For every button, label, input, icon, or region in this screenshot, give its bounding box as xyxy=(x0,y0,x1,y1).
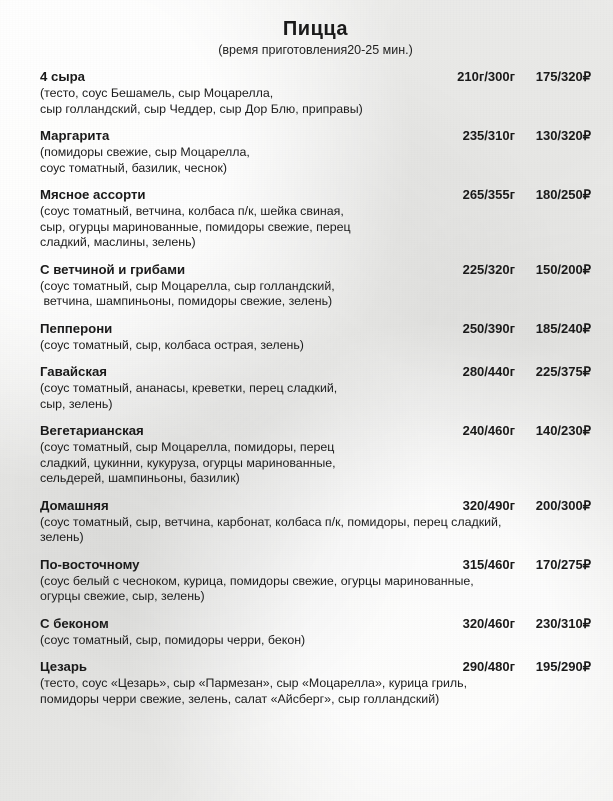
menu-item-description-line: зелень) xyxy=(40,530,84,544)
menu-item xyxy=(40,262,591,310)
menu-item-description xyxy=(40,676,470,707)
menu-item xyxy=(40,498,591,546)
menu-item-price: 230/310₽ xyxy=(535,615,591,631)
menu-item-description-line: сладкий, маслины, зелень) xyxy=(40,235,196,249)
menu-item-weight: 235/310г xyxy=(462,128,515,143)
menu-item-header xyxy=(40,262,591,278)
menu-item-price: 130/320₽ xyxy=(535,128,591,143)
menu-item-description xyxy=(40,338,470,354)
menu-item-name: Маргарита xyxy=(40,128,110,143)
menu-item-description xyxy=(40,204,470,251)
page-subtitle: (время приготовления20-25 мин.) xyxy=(218,43,413,57)
menu-item-name: Цезарь xyxy=(40,659,88,674)
menu-item-description xyxy=(40,573,474,605)
menu-item-price: 195/290₽ xyxy=(535,659,591,674)
menu-item-description-line: ветчина, шампиньоны, помидоры свежие, зелень) xyxy=(40,294,333,308)
menu-item-description xyxy=(40,279,470,310)
menu-item-header xyxy=(40,69,591,85)
menu-item-header xyxy=(40,364,591,380)
menu-item-name: Пепперони xyxy=(40,320,113,336)
menu-item-weight: 320/490г xyxy=(462,497,515,513)
menu-item-description xyxy=(40,514,502,546)
menu-item-name: Мясное ассорти xyxy=(40,187,146,202)
menu-item xyxy=(40,128,591,176)
menu-item-description-line: сыр, огурцы маринованные, помидоры свежие, перец xyxy=(40,219,351,234)
menu-item-header xyxy=(40,557,591,573)
menu-item-weight: 315/460г xyxy=(462,556,515,572)
menu-item xyxy=(40,364,591,412)
menu-item-name: Гавайская xyxy=(40,364,107,379)
menu-item-header xyxy=(40,128,591,144)
menu-item-description-line: (тесто, соус Бешамель, сыр Моцарелла, xyxy=(40,86,274,100)
menu-item-weight: 320/460г xyxy=(462,615,515,631)
menu-item-header xyxy=(40,659,591,675)
menu-item-weight: 265/355г xyxy=(462,187,515,202)
menu-item-description xyxy=(40,440,470,487)
menu-item xyxy=(40,423,591,487)
menu-item-weight: 240/460г xyxy=(462,423,515,438)
menu-item-header xyxy=(40,616,591,632)
menu-item-description-line: (соус томатный, сыр, колбаса острая, зелень) xyxy=(40,337,304,352)
menu-item-description-line: огурцы свежие, сыр, зелень) xyxy=(40,589,205,603)
menu-item-name: С ветчиной и грибами xyxy=(40,261,186,277)
menu-item-price: 150/200₽ xyxy=(535,261,591,277)
menu-item xyxy=(40,187,591,251)
menu-item-header xyxy=(40,187,591,203)
menu-item-description-line: (помидоры свежие, сыр Моцарелла, xyxy=(40,145,250,159)
menu-item-weight: 290/480г xyxy=(462,659,515,674)
menu-item-name: Вегетарианская xyxy=(40,423,144,438)
menu-item-price: 180/250₽ xyxy=(535,187,591,202)
menu-item-price: 175/320₽ xyxy=(535,69,591,84)
menu-item xyxy=(40,616,591,649)
menu-item-weight: 280/440г xyxy=(462,364,515,379)
menu-item-description-line: сыр голландский, сыр Чеддер, сыр Дор Блю, приправы) xyxy=(40,101,363,116)
menu-item-description-line: сладкий, цукинни, кукуруза, огурцы маринованные, xyxy=(40,455,336,470)
menu-item-description-line: (соус томатный, сыр Моцарелла, помидоры, перец xyxy=(40,440,335,454)
menu-item-price: 185/240₽ xyxy=(535,320,591,336)
menu-item-weight: 250/390г xyxy=(462,320,515,336)
menu-item-header xyxy=(40,423,591,439)
menu-item-description xyxy=(40,633,470,649)
menu-item-price: 200/300₽ xyxy=(535,497,591,513)
menu-item xyxy=(40,557,591,605)
page-title: Пицца xyxy=(282,18,349,40)
menu-item-description xyxy=(40,145,470,176)
menu-item-weight: 225/320г xyxy=(462,261,515,277)
menu-item-header xyxy=(40,321,591,337)
menu-item xyxy=(40,321,591,354)
menu-item-description-line: (соус томатный, сыр, помидоры черри, бекон) xyxy=(40,632,306,647)
menu-item-description xyxy=(40,86,470,117)
menu-item-list xyxy=(40,69,591,707)
menu-item-price: 225/375₽ xyxy=(535,364,591,379)
menu-item-description-line: (соус томатный, ананасы, креветки, перец сладкий, xyxy=(40,381,338,395)
menu-item-price: 140/230₽ xyxy=(535,423,591,438)
menu-item-description-line: (соус белый с чесноком, курица, помидоры свежие, огурцы маринованные, xyxy=(40,573,474,588)
menu-item-description-line: соус томатный, базилик, чеснок) xyxy=(40,160,228,175)
menu-item-description-line: (тесто, соус «Цезарь», сыр «Пармезан», сыр «Моцарелла», курица гриль, xyxy=(40,676,468,690)
menu-item-description-line: (соус томатный, сыр Моцарелла, сыр голландский, xyxy=(40,278,335,293)
menu-item-description-line: помидоры черри свежие, зелень, салат «Айсберг», сыр голландский) xyxy=(40,691,440,706)
menu-item xyxy=(40,659,591,707)
menu-item-header xyxy=(40,498,591,514)
menu-item-price: 170/275₽ xyxy=(535,556,591,572)
menu-item-description-line: сыр, зелень) xyxy=(40,396,113,411)
menu-item-description-line: (соус томатный, ветчина, колбаса п/к, шейка свиная, xyxy=(40,204,344,218)
menu-item-name: 4 сыра xyxy=(40,69,85,84)
menu-item-description-line: сельдерей, шампиньоны, базилик) xyxy=(40,471,240,485)
menu-item xyxy=(40,69,591,117)
menu-item-name: Домашняя xyxy=(40,497,109,513)
menu-item-name: По-восточному xyxy=(40,556,140,572)
menu-item-name: С беконом xyxy=(40,615,109,631)
menu-item-description-line: (соус томатный, сыр, ветчина, карбонат, колбаса п/к, помидоры, перец сладкий, xyxy=(40,514,502,529)
menu-item-description xyxy=(40,381,470,412)
menu-item-weight: 210г/300г xyxy=(457,69,515,84)
